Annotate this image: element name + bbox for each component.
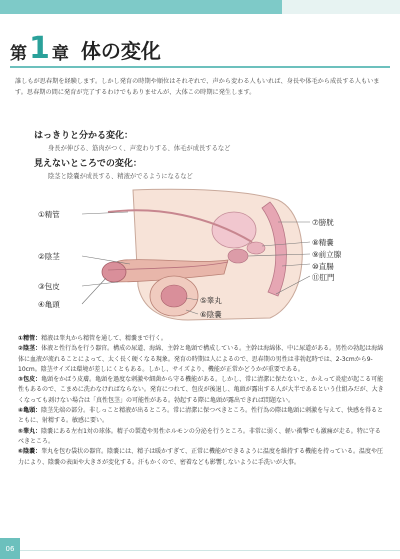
label-testis: ⑤睾丸 — [200, 296, 222, 305]
chapter-title: 体の変化 — [80, 39, 161, 63]
definition-item — [18, 375, 384, 406]
definition-text: 睾丸を包む袋状の器官。陰嚢には、精子は暖かすぎて、正常に機能ができるように温度を維持する機能を持っている。温度や圧力により、陰嚢の表面や大きさが変化する。汗もかくので、密着なども影響しないように手洗いが大事。 — [18, 448, 383, 466]
section-text-visible: 身長が伸びる、筋肉がつく、声変わりする、体毛が成長するなど — [48, 145, 231, 152]
section-heading-visible: はっきりと分かる変化： — [34, 131, 134, 141]
definition-term: ③包皮： — [18, 376, 42, 384]
prostate-shape — [228, 249, 248, 263]
definition-term: ⑤睾丸： — [18, 427, 42, 435]
label-bladder: ⑦膀胱 — [312, 218, 334, 227]
intro-paragraph: 誰しもが思春期を経験します。しかし発育の時期や順位はそれぞれで、声から変わる人もいれば、身長や体毛から成長する人もいます。思春期の間に発育が完了するわけでもありませんが、大体この時期に発生します。 — [15, 78, 380, 96]
label-scrotum: ⑥陰嚢 — [200, 310, 222, 319]
bladder-shape — [212, 212, 256, 248]
definition-text: 精液は睾丸から精管を通して、精嚢まで行く。 — [41, 335, 167, 342]
chapter-number: 1 — [29, 31, 50, 66]
definition-text: 陰茎先端の部分。非しっこと精液が出るところ。常に清潔に保つべきところ。性行為の際は亀頭に刺激を与えて、快感を得るとともに、射精する。敏感に要い。 — [18, 407, 383, 425]
definition-item — [18, 406, 384, 427]
label-prostate: ⑨前立腺 — [312, 250, 342, 259]
definition-item — [18, 447, 384, 468]
definition-text: 亀頭をかばう皮膚。亀頭を過度な刺激や細菌から守る機能がある。しかし、常に清潔に保たないと、かえって炎症が起こる可能性もあるので、こまめに洗わなければならない。発育につれて、包皮が後退し、亀頭が露出する人が大半であるという仕組みだが、大きくなっても剥けない場合は「真性包茎」の可能性がある。勃起する際に亀頭が露出できれば問題ない。 — [18, 376, 384, 404]
definitions-list — [18, 334, 384, 468]
definition-term: ②陰茎： — [18, 345, 42, 353]
section-text-hidden: 陰茎と陰嚢が成長する、精液がでるようになるなど — [48, 173, 193, 180]
definition-item — [18, 334, 384, 344]
label-anus: ⑪肛門 — [312, 273, 335, 282]
page-number: 06 — [0, 538, 20, 559]
chapter-suffix: 章 — [51, 44, 69, 64]
seminal-vesicle-shape — [247, 242, 265, 254]
anatomy-diagram — [38, 186, 368, 332]
header-band — [0, 0, 400, 24]
glans-shape — [102, 262, 126, 282]
definition-term: ⑥陰嚢： — [18, 448, 42, 456]
label-penis: ②陰茎 — [38, 252, 60, 261]
chapter-rule — [10, 66, 390, 68]
chapter-heading — [10, 30, 161, 64]
section-heading-hidden: 見えないところでの変化： — [34, 159, 142, 169]
definition-term: ①精管： — [18, 335, 42, 342]
definition-text: 体液と性行為を行う器官。構成の尿道、海綿、主幹と亀頭で構成している。主幹は海綿体、中に尿道がある。男性の勃起は海綿体に血液が流れることによって、太く長く硬くなる現象。発育の時期は人によるので、思春期の男性は非勃起時では、2-3cmから9-10cm。陰茎サイズは環境が差しにくともある。しかし、サイズより、機能が正常かどうかが重要である。 — [18, 345, 384, 373]
footer-rule — [20, 550, 400, 551]
testis-shape — [161, 285, 187, 307]
label-vas-deferens: ①精管 — [38, 210, 60, 219]
definition-text: 陰嚢にある左右1対の球体。精子の製造や男性ホルモンの分泌を行うところ。非常に弱く、軽い衝撃でも激痛が走る。特に守るべきところ。 — [18, 427, 381, 445]
definition-item — [18, 344, 384, 375]
label-seminal-vesicle: ⑧精嚢 — [312, 238, 334, 247]
label-foreskin: ③包皮 — [38, 282, 60, 291]
definition-item — [18, 427, 384, 448]
label-rectum: ⑩直腸 — [312, 262, 334, 271]
header-accent-bar — [0, 0, 282, 14]
header-light-bar — [282, 0, 400, 14]
label-glans: ④亀頭 — [38, 300, 60, 309]
chapter-prefix: 第 — [10, 44, 27, 64]
definition-term: ④亀頭： — [18, 407, 42, 415]
